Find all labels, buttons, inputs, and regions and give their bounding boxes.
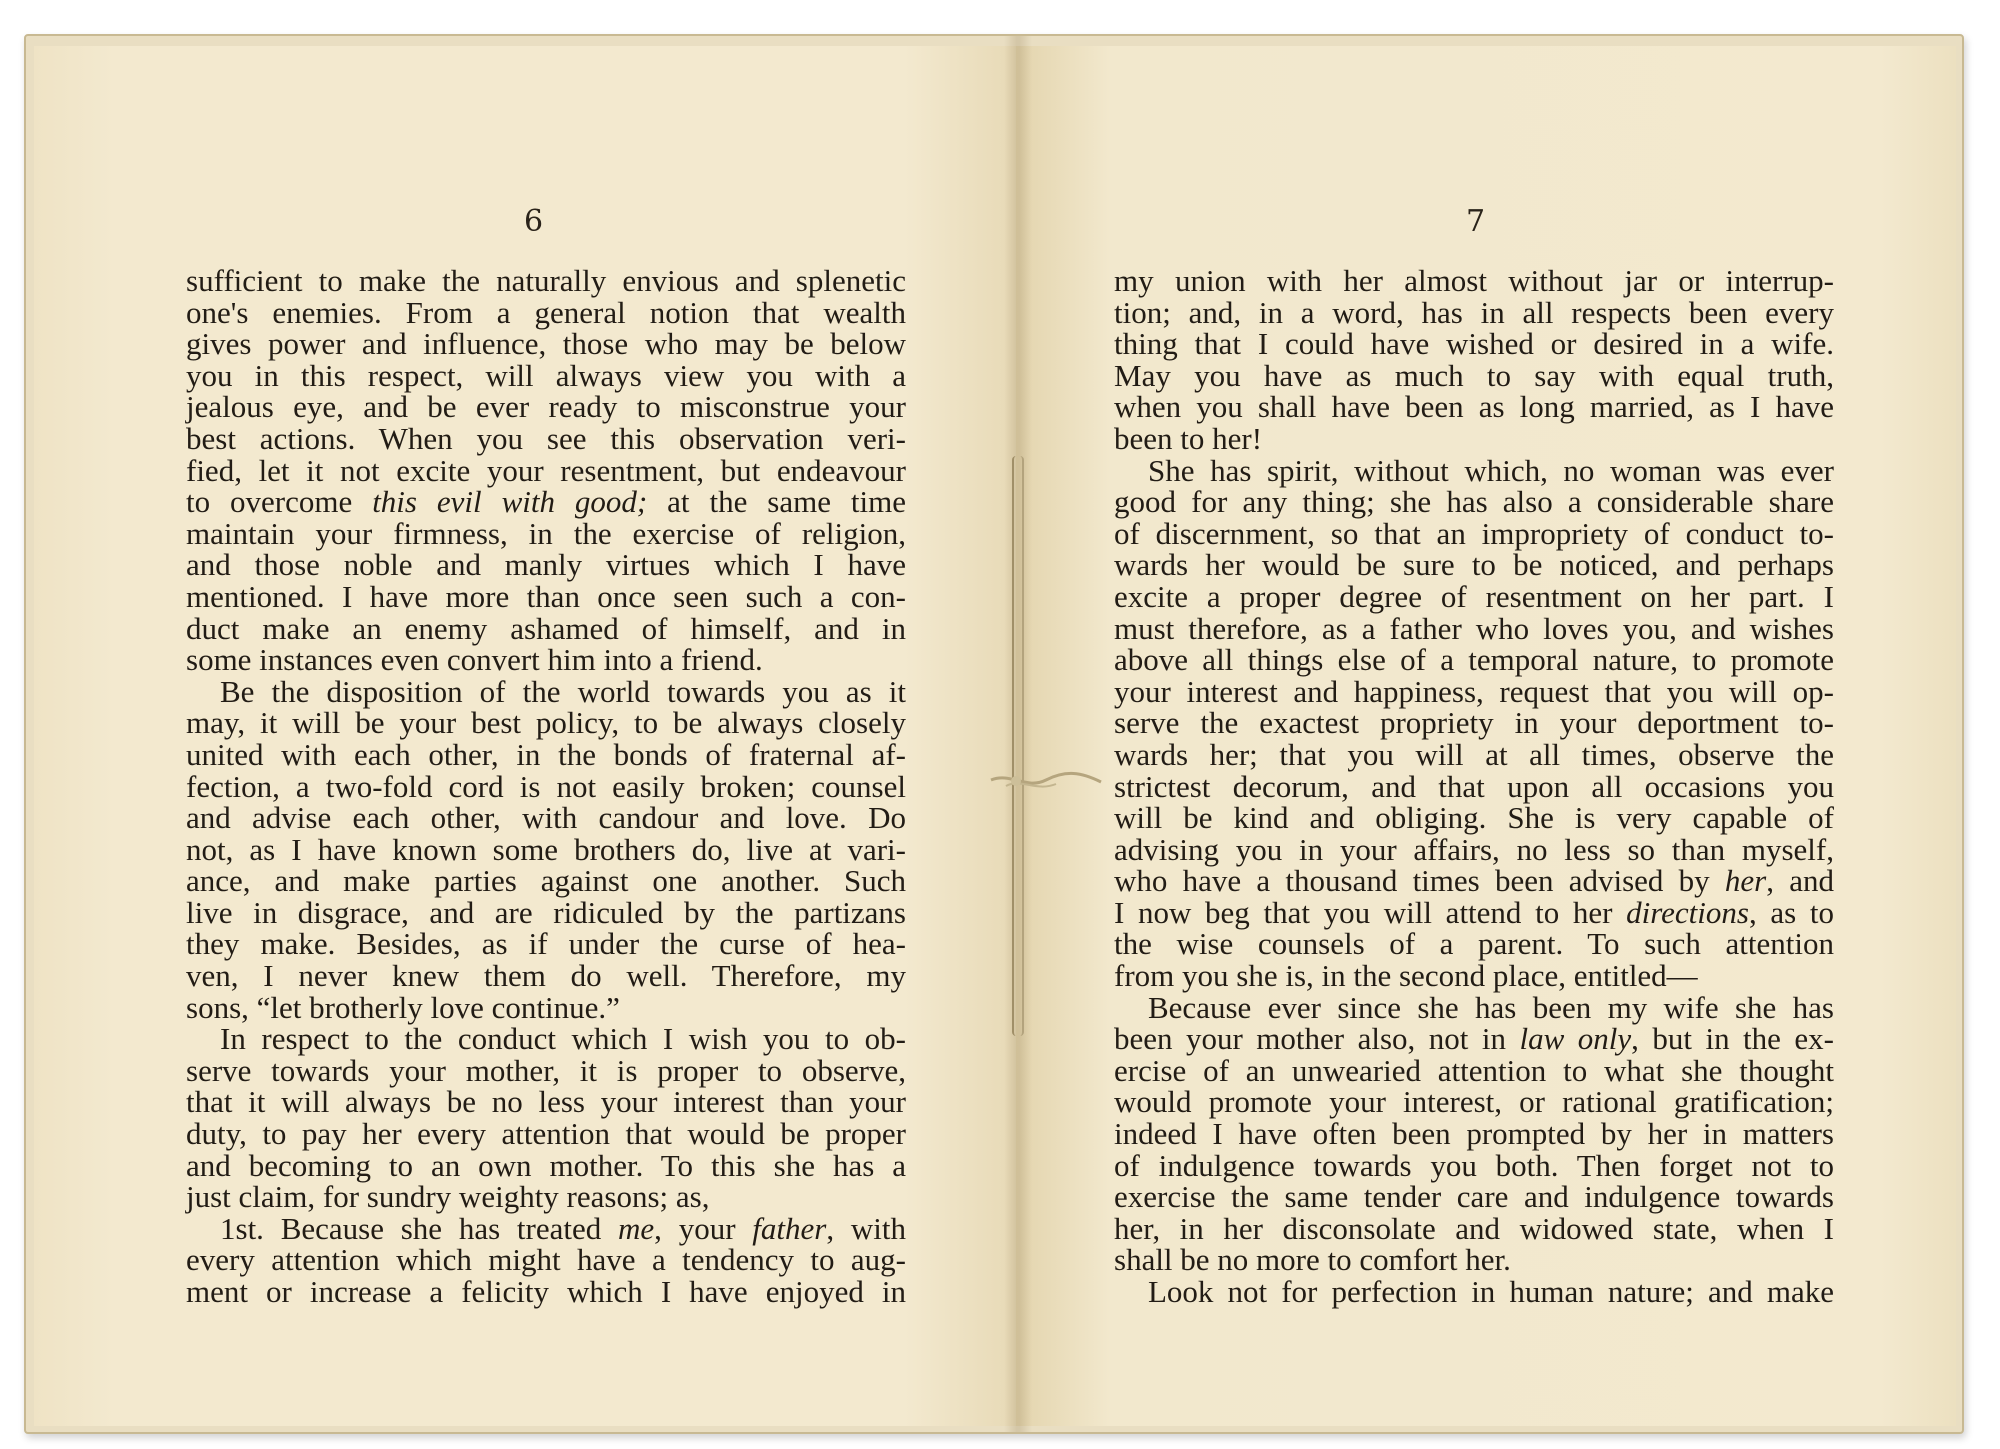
text-line: when you shall have been as long married, as I have — [1114, 389, 1834, 425]
text-line: the wise counsels of a parent. To such attention — [1114, 926, 1834, 962]
text-line: your interest and happiness, request that you will op- — [1114, 673, 1834, 709]
text-line: sufficient to make the naturally envious and splenetic — [186, 263, 906, 298]
text-line: Be the disposition of the world towards you as it — [220, 673, 906, 709]
text-run: , but in the ex- — [1631, 1021, 1834, 1057]
text-line: duty, to pay her every attention that would be proper — [186, 1116, 906, 1152]
text-line: may, it will be your best policy, to be always closely — [186, 705, 906, 741]
text-run: been your mother also, not in — [1114, 1021, 1520, 1057]
text-line: must therefore, as a father who loves you, and wishes — [1114, 610, 1834, 646]
text-line: serve towards your mother, it is proper to observe, — [186, 1052, 906, 1088]
text-line: they make. Besides, as if under the curse of hea- — [186, 926, 906, 962]
text-line: ment or increase a felicity which I have enjoyed in — [186, 1274, 906, 1309]
text-line: Because ever since she has been my wife she has — [1148, 989, 1834, 1025]
text-line: advising you in your affairs, no less so than myself, — [1114, 831, 1834, 867]
text-line: thing that I could have wished or desired in a wife. — [1114, 326, 1834, 362]
text-line: her, in her disconsolate and widowed state, when I — [1114, 1210, 1834, 1246]
text-line — [1114, 894, 1835, 930]
text-line: that it will always be no less your interest than your — [186, 1084, 906, 1120]
right-page — [1016, 46, 1956, 1426]
text-line: just claim, for sundry weighty reasons; as, — [186, 1179, 710, 1215]
left-page — [34, 46, 1024, 1426]
text-line: ance, and make parties against one another. Such — [186, 863, 906, 899]
text-line: my union with her almost without jar or interrup- — [1114, 263, 1834, 298]
text-line: fection, a two-fold cord is not easily broken; counsel — [186, 768, 906, 804]
text-line: and those noble and manly virtues which I have — [186, 547, 906, 583]
text-line: from you she is, in the second place, entitled— — [1114, 958, 1698, 994]
text-line: united with each other, in the bonds of fraternal af- — [186, 736, 906, 772]
text-line: May you have as much to say with equal truth, — [1114, 357, 1834, 393]
text-line: not, as I have known some brothers do, live at vari- — [186, 831, 906, 867]
text-run: I now beg that you will attend to her — [1114, 894, 1627, 930]
text-line: wards her would be sure to be noticed, and perhaps — [1114, 547, 1834, 583]
text-line: In respect to the conduct which I wish you to ob- — [220, 1021, 906, 1057]
open-booklet — [24, 34, 1964, 1434]
page-number: 6 — [524, 204, 544, 239]
text-line: indeed I have often been prompted by her in matters — [1114, 1116, 1834, 1152]
text-line: live in disgrace, and are ridiculed by the partizans — [186, 894, 906, 930]
text-line: of indulgence towards you both. Then forget not to — [1114, 1147, 1834, 1183]
text-run: at the same time — [647, 484, 906, 520]
text-line: ercise of an unwearied attention to what she thought — [1114, 1052, 1834, 1088]
text-line: duct make an enemy ashamed of himself, and in — [186, 610, 906, 646]
text-line: sons, “let brotherly love continue.” — [186, 989, 620, 1025]
text-run: , with — [826, 1210, 906, 1246]
text-line: She has spirit, without which, no woman was ever — [1148, 452, 1834, 488]
text-line: exercise the same tender care and indulgence towards — [1114, 1179, 1834, 1215]
text-line: and advise each other, with candour and love. Do — [186, 800, 906, 836]
italic-text: law only — [1519, 1021, 1632, 1057]
page-text — [186, 265, 906, 1308]
text-line: strictest decorum, and that upon all occasions you — [1114, 768, 1834, 804]
text-line: jealous eye, and be ever ready to misconstrue your — [186, 389, 906, 425]
thread-knot — [986, 766, 1106, 796]
page-number: 7 — [1466, 204, 1486, 239]
text-line: every attention which might have a tendency to aug- — [186, 1242, 906, 1278]
italic-text: directions — [1626, 894, 1749, 930]
italic-text: father — [752, 1210, 827, 1246]
text-run: to overcome — [186, 484, 373, 520]
text-line: serve the exactest propriety in your deportment to- — [1114, 705, 1834, 741]
text-run: who have a thousand times been advised by — [1114, 863, 1725, 899]
text-line — [1114, 1023, 1834, 1055]
text-line: wards her; that you will at all times, observe the — [1114, 736, 1834, 772]
text-line: of discernment, so that an impropriety of conduct to- — [1114, 515, 1834, 551]
italic-text: her — [1724, 863, 1767, 899]
text-line: would promote your interest, or rational gratification; — [1114, 1084, 1834, 1120]
italic-text: this evil with good; — [372, 484, 648, 520]
italic-text: me — [618, 1210, 655, 1246]
text-line: tion; and, in a word, has in all respects been every — [1114, 294, 1834, 330]
text-line: one's enemies. From a general notion that wealth — [186, 294, 906, 330]
text-line: will be kind and obliging. She is very capable of — [1114, 800, 1834, 836]
text-run: , your — [654, 1210, 753, 1246]
text-line: fied, let it not excite your resentment, but endeavour — [186, 452, 906, 488]
text-line: been to her! — [1114, 420, 1263, 456]
text-line — [186, 1210, 906, 1246]
text-run: , as to — [1748, 894, 1835, 930]
text-line: you in this respect, will always view you with a — [186, 357, 906, 393]
text-line — [1114, 865, 1834, 897]
page-text — [1114, 265, 1834, 1308]
text-line: maintain your firmness, in the exercise of religion, — [186, 515, 906, 551]
text-line: mentioned. I have more than once seen such a con- — [186, 578, 906, 614]
text-line: gives power and influence, those who may be below — [186, 326, 906, 362]
text-line: excite a proper degree of resentment on her part. I — [1114, 578, 1834, 614]
binding-thread — [1012, 456, 1024, 1036]
text-run: , and — [1766, 863, 1835, 899]
text-line — [186, 486, 906, 518]
text-line: ven, I never knew them do well. Therefore, my — [186, 958, 906, 994]
text-line: shall be no more to comfort her. — [1114, 1242, 1511, 1278]
text-line: best actions. When you see this observation veri- — [186, 420, 906, 456]
text-run: 1st. Because she has treated — [220, 1210, 619, 1246]
text-line: above all things else of a temporal nature, to promote — [1114, 642, 1834, 678]
text-line: and becoming to an own mother. To this she has a — [186, 1147, 906, 1183]
text-line: some instances even convert him into a friend. — [186, 642, 763, 678]
text-line: good for any thing; she has also a considerable share — [1114, 484, 1834, 520]
text-line: Look not for perfection in human nature; and make — [1148, 1274, 1834, 1309]
